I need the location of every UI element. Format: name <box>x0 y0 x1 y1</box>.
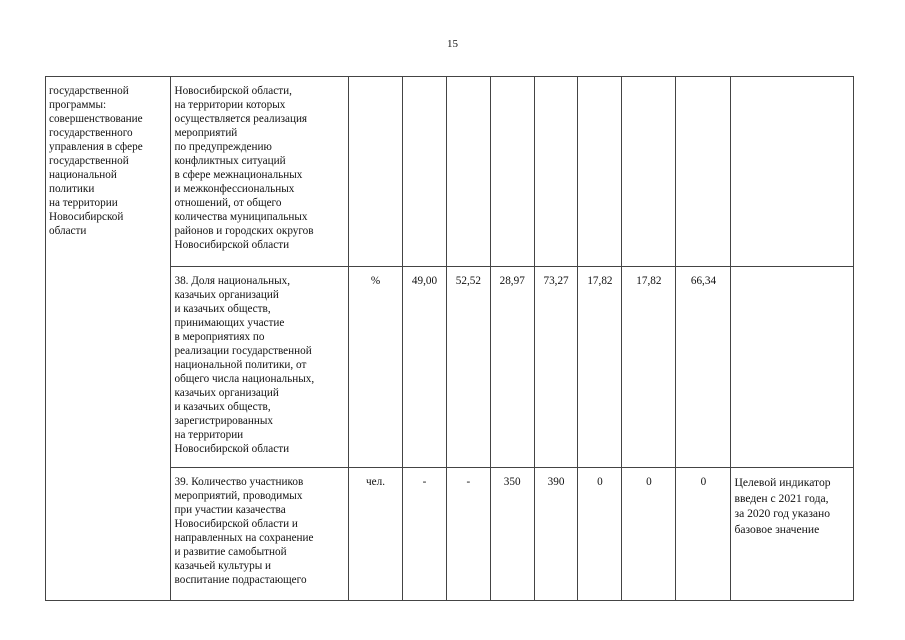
value-cell <box>534 77 578 267</box>
value-cell: 0 <box>676 468 731 601</box>
value-cell <box>578 77 622 267</box>
note-cell <box>731 77 854 267</box>
unit-cell <box>348 77 402 267</box>
value-cell: 66,34 <box>676 267 731 468</box>
note-cell <box>731 267 854 468</box>
value-cell: 0 <box>578 468 622 601</box>
unit-cell: % <box>348 267 402 468</box>
value-cell: 350 <box>490 468 534 601</box>
value-cell <box>403 77 447 267</box>
value-cell <box>622 77 676 267</box>
indicators-table <box>45 76 854 601</box>
note-cell: Целевой индикатор введен с 2021 года, за 2020 год указано базовое значение <box>731 468 854 601</box>
value-cell: 17,82 <box>578 267 622 468</box>
value-cell: 73,27 <box>534 267 578 468</box>
value-cell <box>676 77 731 267</box>
value-cell: 52,52 <box>446 267 490 468</box>
value-cell <box>490 77 534 267</box>
value-cell: 49,00 <box>403 267 447 468</box>
value-cell: 0 <box>622 468 676 601</box>
value-cell: - <box>403 468 447 601</box>
value-cell: 17,82 <box>622 267 676 468</box>
indicator-cell: Новосибирской области, на территории которых осуществляется реализация мероприятий по предупреждению конфликтных ситуаций в сфере межнациональных и межконфессиональных отношений, от общего количества муниципальных районов и городских округов Новосибирской области <box>171 77 349 267</box>
value-cell: - <box>446 468 490 601</box>
unit-cell: чел. <box>348 468 402 601</box>
value-cell: 28,97 <box>490 267 534 468</box>
page-number: 15 <box>447 38 458 50</box>
value-cell: 390 <box>534 468 578 601</box>
table-row <box>46 77 854 267</box>
program-name-cell: государственной программы: совершенствование государственного управления в сфере государственной национальной политики на территории Новосибирской области <box>46 77 171 601</box>
indicator-cell: 39. Количество участников мероприятий, проводимых при участии казачества Новосибирской области и направленных на сохранение и развитие самобытной казачьей культуры и воспитание подрастающего <box>171 468 349 601</box>
value-cell <box>446 77 490 267</box>
indicator-cell: 38. Доля национальных, казачьих организаций и казачьих обществ, принимающих участие в мероприятиях по реализации государственной национальной политики, от общего числа национальных, казачьих организаций и казачьих обществ, зарегистрированных на территории Новосибирской области <box>171 267 349 468</box>
